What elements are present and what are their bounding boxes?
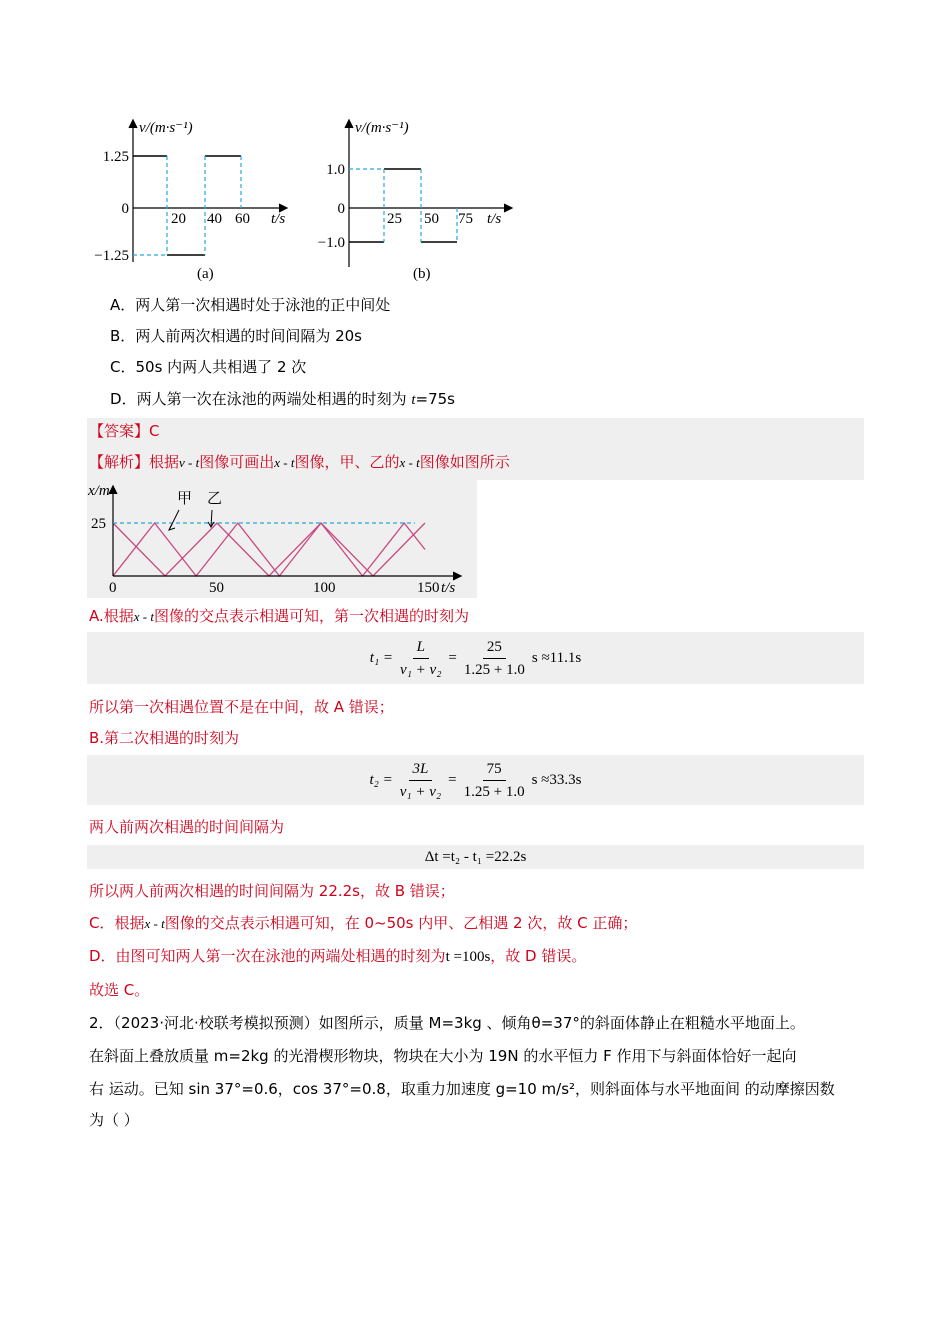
option-b: B．两人前两次相遇的时间间隔为 20s xyxy=(110,327,362,345)
line-a-conclusion: 所以第一次相遇位置不是在中间，故 A 错误； xyxy=(89,698,394,716)
line-c: C．根据x - t图像的交点表示相遇可知，在 0~50s 内甲、乙相遇 2 次，故 C 正确； xyxy=(89,914,638,932)
xt-xtick-100: 100 xyxy=(313,580,336,596)
graph-b-y-zero: 0 xyxy=(337,201,345,217)
graph-b-xtick-1: 25 xyxy=(387,211,402,227)
xt-ytick-25: 25 xyxy=(91,516,106,532)
q2-line-1: 2．（2023·河北·校联考模拟预测）如图所示，质量 M=3kg 、倾角θ=37°的斜面体静止在粗糙水平地面上。 xyxy=(89,1014,805,1032)
graph-a-ylabel: v/(m·s⁻¹) xyxy=(139,120,193,136)
xt-graph xyxy=(87,480,477,598)
option-a: A．两人第一次相遇时处于泳池的正中间处 xyxy=(110,296,391,314)
vt-graph-a xyxy=(85,112,300,287)
xt-xtick-50: 50 xyxy=(209,580,224,596)
line-b-conclusion: 所以两人前两次相遇的时间间隔为 22.2s，故 B 错误； xyxy=(89,882,455,900)
xt-xlabel: t/s xyxy=(441,580,456,596)
graph-b-y-top: 1.0 xyxy=(326,162,345,178)
formula-t1: t₁ = $\frac{L}{\text{v₁ + v₂}}$ = $\frac{25}{1.25 + 1.0}$ s ≈11.1s xyxy=(87,632,864,684)
line-final: 故选 C。 xyxy=(89,981,150,999)
graph-a-y-top: 1.25 xyxy=(102,149,129,165)
xt-label-jia: 甲 xyxy=(177,491,193,507)
xt-label-yi: 乙 xyxy=(207,491,223,507)
graph-b-caption: (b) xyxy=(413,266,431,282)
line-b-interval: 两人前两次相遇的时间间隔为 xyxy=(89,818,285,836)
graph-b-xtick-2: 50 xyxy=(424,211,439,227)
analysis-intro: 【解析】根据v - t图像可画出x - t图像，甲、乙的x - t图像如图所示 xyxy=(89,453,510,471)
xt-xtick-0: 0 xyxy=(109,580,117,596)
graph-a-xlabel: t/s xyxy=(271,211,286,227)
q2-line-4: 为（ ） xyxy=(89,1111,139,1129)
answer-line: 【答案】C xyxy=(89,422,160,440)
graph-b-xtick-3: 75 xyxy=(458,211,473,227)
xt-xtick-150: 150 xyxy=(417,580,440,596)
formula-dt: Δt =t₂ - t₁ =22.2s xyxy=(87,845,864,869)
graph-b-xlabel: t/s xyxy=(487,211,502,227)
q2-line-3: 右 运动。已知 sin 37°=0.6，cos 37°=0.8，取重力加速度 g=10 m/s²，则斜面体与水平地面间 的动摩擦因数 xyxy=(89,1080,835,1098)
xt-ylabel: x/m xyxy=(88,483,110,499)
option-c: C．50s 内两人共相遇了 2 次 xyxy=(110,358,307,376)
graph-a-y-bottom: −1.25 xyxy=(94,248,129,264)
vt-graph-b xyxy=(305,112,520,287)
graph-a-y-zero: 0 xyxy=(121,201,129,217)
graph-b-y-bottom: −1.0 xyxy=(317,235,345,251)
graph-a-xtick-1: 20 xyxy=(171,211,186,227)
q2-line-2: 在斜面上叠放质量 m=2kg 的光滑楔形物块，物块在大小为 19N 的水平恒力 F 作用下与斜面体恰好一起向 xyxy=(89,1047,797,1065)
graph-b-ylabel: v/(m·s⁻¹) xyxy=(355,120,409,136)
graph-a-xtick-3: 60 xyxy=(235,211,250,227)
line-b: B.第二次相遇的时刻为 xyxy=(89,729,240,747)
graph-a-xtick-2: 40 xyxy=(207,211,222,227)
option-d: D．两人第一次在泳池的两端处相遇的时刻为 t=75s xyxy=(110,390,456,408)
formula-t2: t₂ = $\frac{3L}{\text{v₁ + v₂}}$ = $\frac{75}{1.25 + 1.0}$ s ≈33.3s xyxy=(87,755,864,805)
line-d: D．由图可知两人第一次在泳池的两端处相遇的时刻为t =100s，故 D 错误。 xyxy=(89,947,587,965)
line-a: A.根据x - t图像的交点表示相遇可知，第一次相遇的时刻为 xyxy=(89,607,470,625)
graph-a-caption: (a) xyxy=(197,266,214,282)
